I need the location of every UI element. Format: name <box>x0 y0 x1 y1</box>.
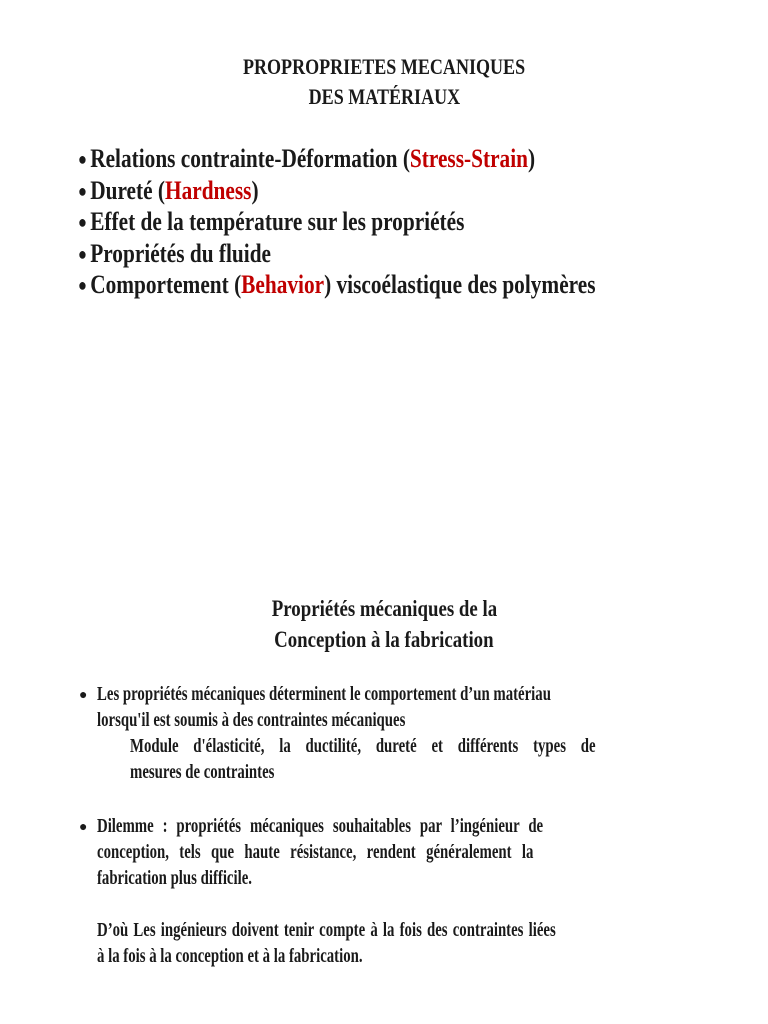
paragraph-line: conception, tels que haute résistance, rendent généralement la <box>97 841 534 863</box>
list-item: ● Relations contrainte-Déformation (Stress-Strain) <box>78 143 768 175</box>
section2-title-line1: Propriétés mécaniques de la <box>271 596 497 621</box>
section1-title-line1: PROPROPRIETES MECANIQUES <box>242 54 526 79</box>
section2-title-line2: Conception à la fabrication <box>274 627 494 652</box>
bullet-icon: ● <box>78 212 87 232</box>
paragraph-line: Les propriétés mécaniques déterminent le comportement d’un matériau <box>97 683 551 705</box>
paragraph-properties <box>97 681 703 785</box>
bullet-icon: ● <box>78 149 87 169</box>
bullet-icon: ● <box>78 243 87 264</box>
properties-list <box>78 143 768 301</box>
paragraph-line: mesures de contraintes <box>130 761 275 783</box>
list-item: ● Effet de la température sur les propriétés <box>78 206 768 238</box>
paragraph-dilemma <box>97 813 703 891</box>
paragraph-conclusion <box>97 917 703 969</box>
list-item: ● Propriétés du fluide <box>78 238 768 270</box>
paragraph-line: Dilemme : propriétés mécaniques souhaitables par l’ingénieur de <box>97 815 544 837</box>
list-item: ● Comportement (Behavior) viscoélastique des polymères <box>78 269 768 301</box>
paragraph-line: à la fois à la conception et à la fabrication. <box>97 945 363 967</box>
paragraph-line: lorsqu'il est soumis à des contraintes mécaniques <box>97 709 406 731</box>
paragraph-line: fabrication plus difficile. <box>97 867 252 889</box>
bullet-icon: ● <box>79 820 88 835</box>
bullet-icon: ● <box>78 180 87 201</box>
bullet-icon: ● <box>78 275 87 295</box>
paragraph-line: D’où Les ingénieurs doivent tenir compte à la fois des contraintes liées <box>97 919 556 941</box>
paragraph-line: Module d'élasticité, la ductilité, dureté et différents types de <box>130 735 596 757</box>
list-item: ● Dureté (Hardness) <box>78 175 768 207</box>
section1-title-line2: DES MATÉRIAUX <box>308 84 460 109</box>
bullet-icon: ● <box>79 688 88 703</box>
